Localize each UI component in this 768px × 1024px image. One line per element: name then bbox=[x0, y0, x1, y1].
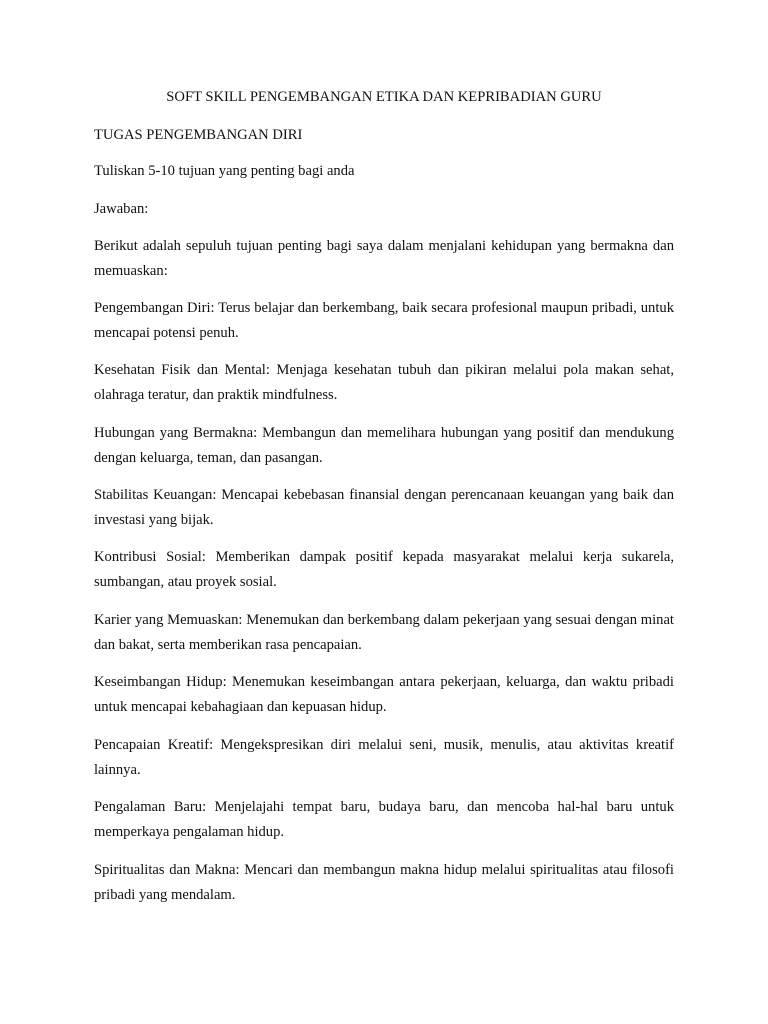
document-title: SOFT SKILL PENGEMBANGAN ETIKA DAN KEPRIBADIAN GURU bbox=[166, 89, 602, 105]
goal-paragraph-5: Kontribusi Sosial: Memberikan dampak positif kepada masyarakat melalui kerja sukarela, sumbangan, atau proyek sosial. bbox=[94, 549, 674, 590]
goal-paragraph-3: Hubungan yang Bermakna: Membangun dan memelihara hubungan yang positif dan mendukung dengan keluarga, teman, dan pasangan. bbox=[94, 425, 674, 466]
section-heading: TUGAS PENGEMBANGAN DIRI bbox=[94, 127, 303, 143]
goal-paragraph-4: Stabilitas Keuangan: Mencapai kebebasan finansial dengan perencanaan keuangan yang baik dan investasi yang bijak. bbox=[94, 487, 674, 528]
goal-paragraph-6: Karier yang Memuaskan: Menemukan dan berkembang dalam pekerjaan yang sesuai dengan minat dan bakat, serta memberikan rasa pencapaian. bbox=[94, 612, 674, 653]
instruction-text: Tuliskan 5-10 tujuan yang penting bagi anda bbox=[94, 163, 355, 179]
goal-paragraph-8: Pencapaian Kreatif: Mengekspresikan diri melalui seni, musik, menulis, atau aktivitas kreatif lainnya. bbox=[94, 737, 674, 778]
goal-paragraph-7: Keseimbangan Hidup: Menemukan keseimbangan antara pekerjaan, keluarga, dan waktu pribadi untuk mencapai kebahagiaan dan kepuasan hidup. bbox=[94, 674, 674, 715]
goal-paragraph-1: Pengembangan Diri: Terus belajar dan berkembang, baik secara profesional maupun pribadi, untuk mencapai potensi penuh. bbox=[94, 300, 674, 341]
goal-paragraph-10: Spiritualitas dan Makna: Mencari dan membangun makna hidup melalui spiritualitas atau filosofi pribadi yang mendalam. bbox=[94, 862, 674, 903]
goal-paragraph-2: Kesehatan Fisik dan Mental: Menjaga kesehatan tubuh dan pikiran melalui pola makan sehat, olahraga teratur, dan praktik mindfulness. bbox=[94, 362, 674, 403]
answer-label: Jawaban: bbox=[94, 201, 149, 217]
intro-paragraph: Berikut adalah sepuluh tujuan penting bagi saya dalam menjalani kehidupan yang bermakna dan memuaskan: bbox=[94, 238, 674, 279]
goal-paragraph-9: Pengalaman Baru: Menjelajahi tempat baru, budaya baru, dan mencoba hal-hal baru untuk memperkaya pengalaman hidup. bbox=[94, 799, 674, 840]
